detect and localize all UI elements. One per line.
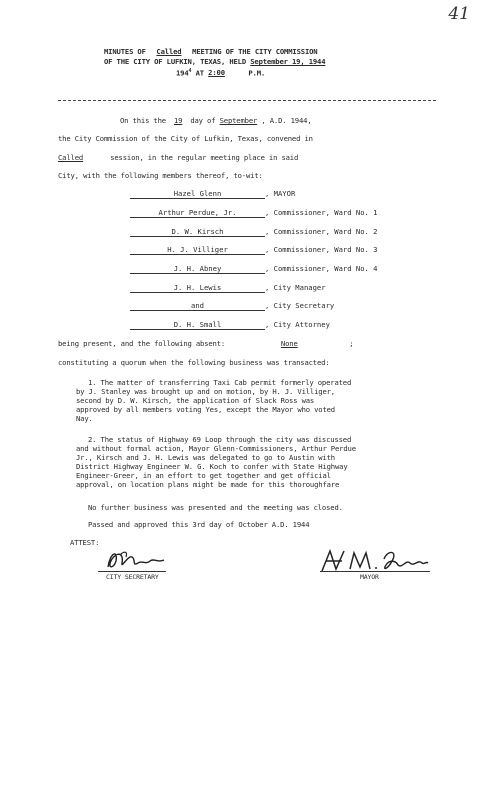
intro-line-4: City, with the following members thereof, to-wit: bbox=[58, 171, 263, 180]
city-secretary-title: CITY SECRETARY bbox=[106, 573, 159, 581]
roster-row: J. H. Lewis , City Manager bbox=[130, 283, 326, 293]
passed-approved-line: Passed and approved this 3rd day of October A.D. 1944 bbox=[88, 520, 310, 529]
roster-row: H. J. Villiger , Commissioner, Ward No. 3 bbox=[130, 245, 378, 255]
roster-row: Arthur Perdue, Jr. , Commissioner, Ward No. 1 bbox=[130, 208, 378, 218]
presence-line-1: being present, and the following absent: None ; bbox=[58, 339, 354, 348]
mayor-title: MAYOR bbox=[360, 573, 379, 581]
header-line-1: MINUTES OF Called MEETING OF THE CITY COMMISSION bbox=[104, 47, 318, 56]
intro-line-2: the City Commission of the City of Lufkin, Texas, convened in bbox=[58, 134, 313, 143]
closing-line: No further business was presented and the meeting was closed. bbox=[88, 503, 343, 512]
header-line-2: OF THE CITY OF LUFKIN, TEXAS, HELD September 19, 1944 bbox=[104, 57, 326, 66]
intro-line-3: Called session, in the regular meeting place in said bbox=[58, 153, 299, 162]
presence-line-2: constituting a quorum when the following business was transacted: bbox=[58, 358, 330, 367]
left-signature-line bbox=[98, 571, 166, 572]
roster-row: and , City Secretary bbox=[130, 301, 334, 311]
meeting-date: September 19, 1944 bbox=[250, 57, 326, 66]
right-signature-line bbox=[320, 571, 430, 572]
roster-row: D. W. Kirsch , Commissioner, Ward No. 2 bbox=[130, 227, 378, 237]
header-divider bbox=[58, 100, 436, 101]
header-line-3: $194^4$ AT 2:00 P.M. bbox=[176, 68, 266, 78]
meeting-type: Called bbox=[156, 47, 182, 56]
absent-members: None bbox=[280, 339, 298, 348]
intro-line-1: On this the 19 day of September , A.D. 1944, bbox=[120, 116, 312, 125]
roster-row: Hazel Glenn , MAYOR bbox=[130, 189, 295, 199]
page-number: 41 bbox=[448, 4, 470, 24]
minutes-document: 41 MINUTES OF Called MEETING OF THE CITY COMMISSION OF THE CITY OF LUFKIN, TEXAS, HELD September 19, 1944 $194^4$ AT 2:00 P.M. On this the 19 day of September , A.D. 1944, the City Commission of the City of Lufkin, Texas, convened in Called session, in the regular meeting place in said City, with the following members thereof, to-wit: Hazel Glenn , MAYOR Arthur Perdue, Jr. , Commissioner, Ward No. 1 D. W. Kirsch , Commissioner, Ward No. 2 H. J. Villiger , Commissioner, Ward No. 3 J. H. Abney , Commissioner, Ward No. 4 J. H. Lewis , City Manager and , City Secretary D. H. Small , City Attorney being present, and the following absent: None ; constituting a quorum when the following business was transacted: 1. The matter of transferring Taxi Cab permit formerly operated by J. Stanley was brought up and on motion, by H. J. Villiger, second by D. W. Kirsch, the application of Slack Ross was approved by all members voting Yes, except the Mayor who voted Nay. 2. The status of Highway 69 Loop through the city was discussed and without formal action, Mayor Glenn-Commissioners, Arthur Perdue Jr., Kirsch and J. H. Lewis was delegated to go to Austin with District Highway Engineer W. G. Koch to confer with State Highway Engineer-Greer, in an effort to get together and get official approval, on location plans might be made for this thoroughfare No further business was presented and the meeting was closed. Passed and approved this 3rd day of October A.D. 1944 ATTEST: CITY SECRETARY MAYOR bbox=[58, 4, 470, 581]
attest-label: ATTEST: bbox=[70, 538, 100, 547]
roster-row: J. H. Abney , Commissioner, Ward No. 4 bbox=[130, 264, 378, 274]
city-secretary-signature bbox=[102, 545, 172, 573]
meeting-time: 2:00 bbox=[208, 68, 225, 78]
roster-row: D. H. Small , City Attorney bbox=[130, 320, 330, 330]
